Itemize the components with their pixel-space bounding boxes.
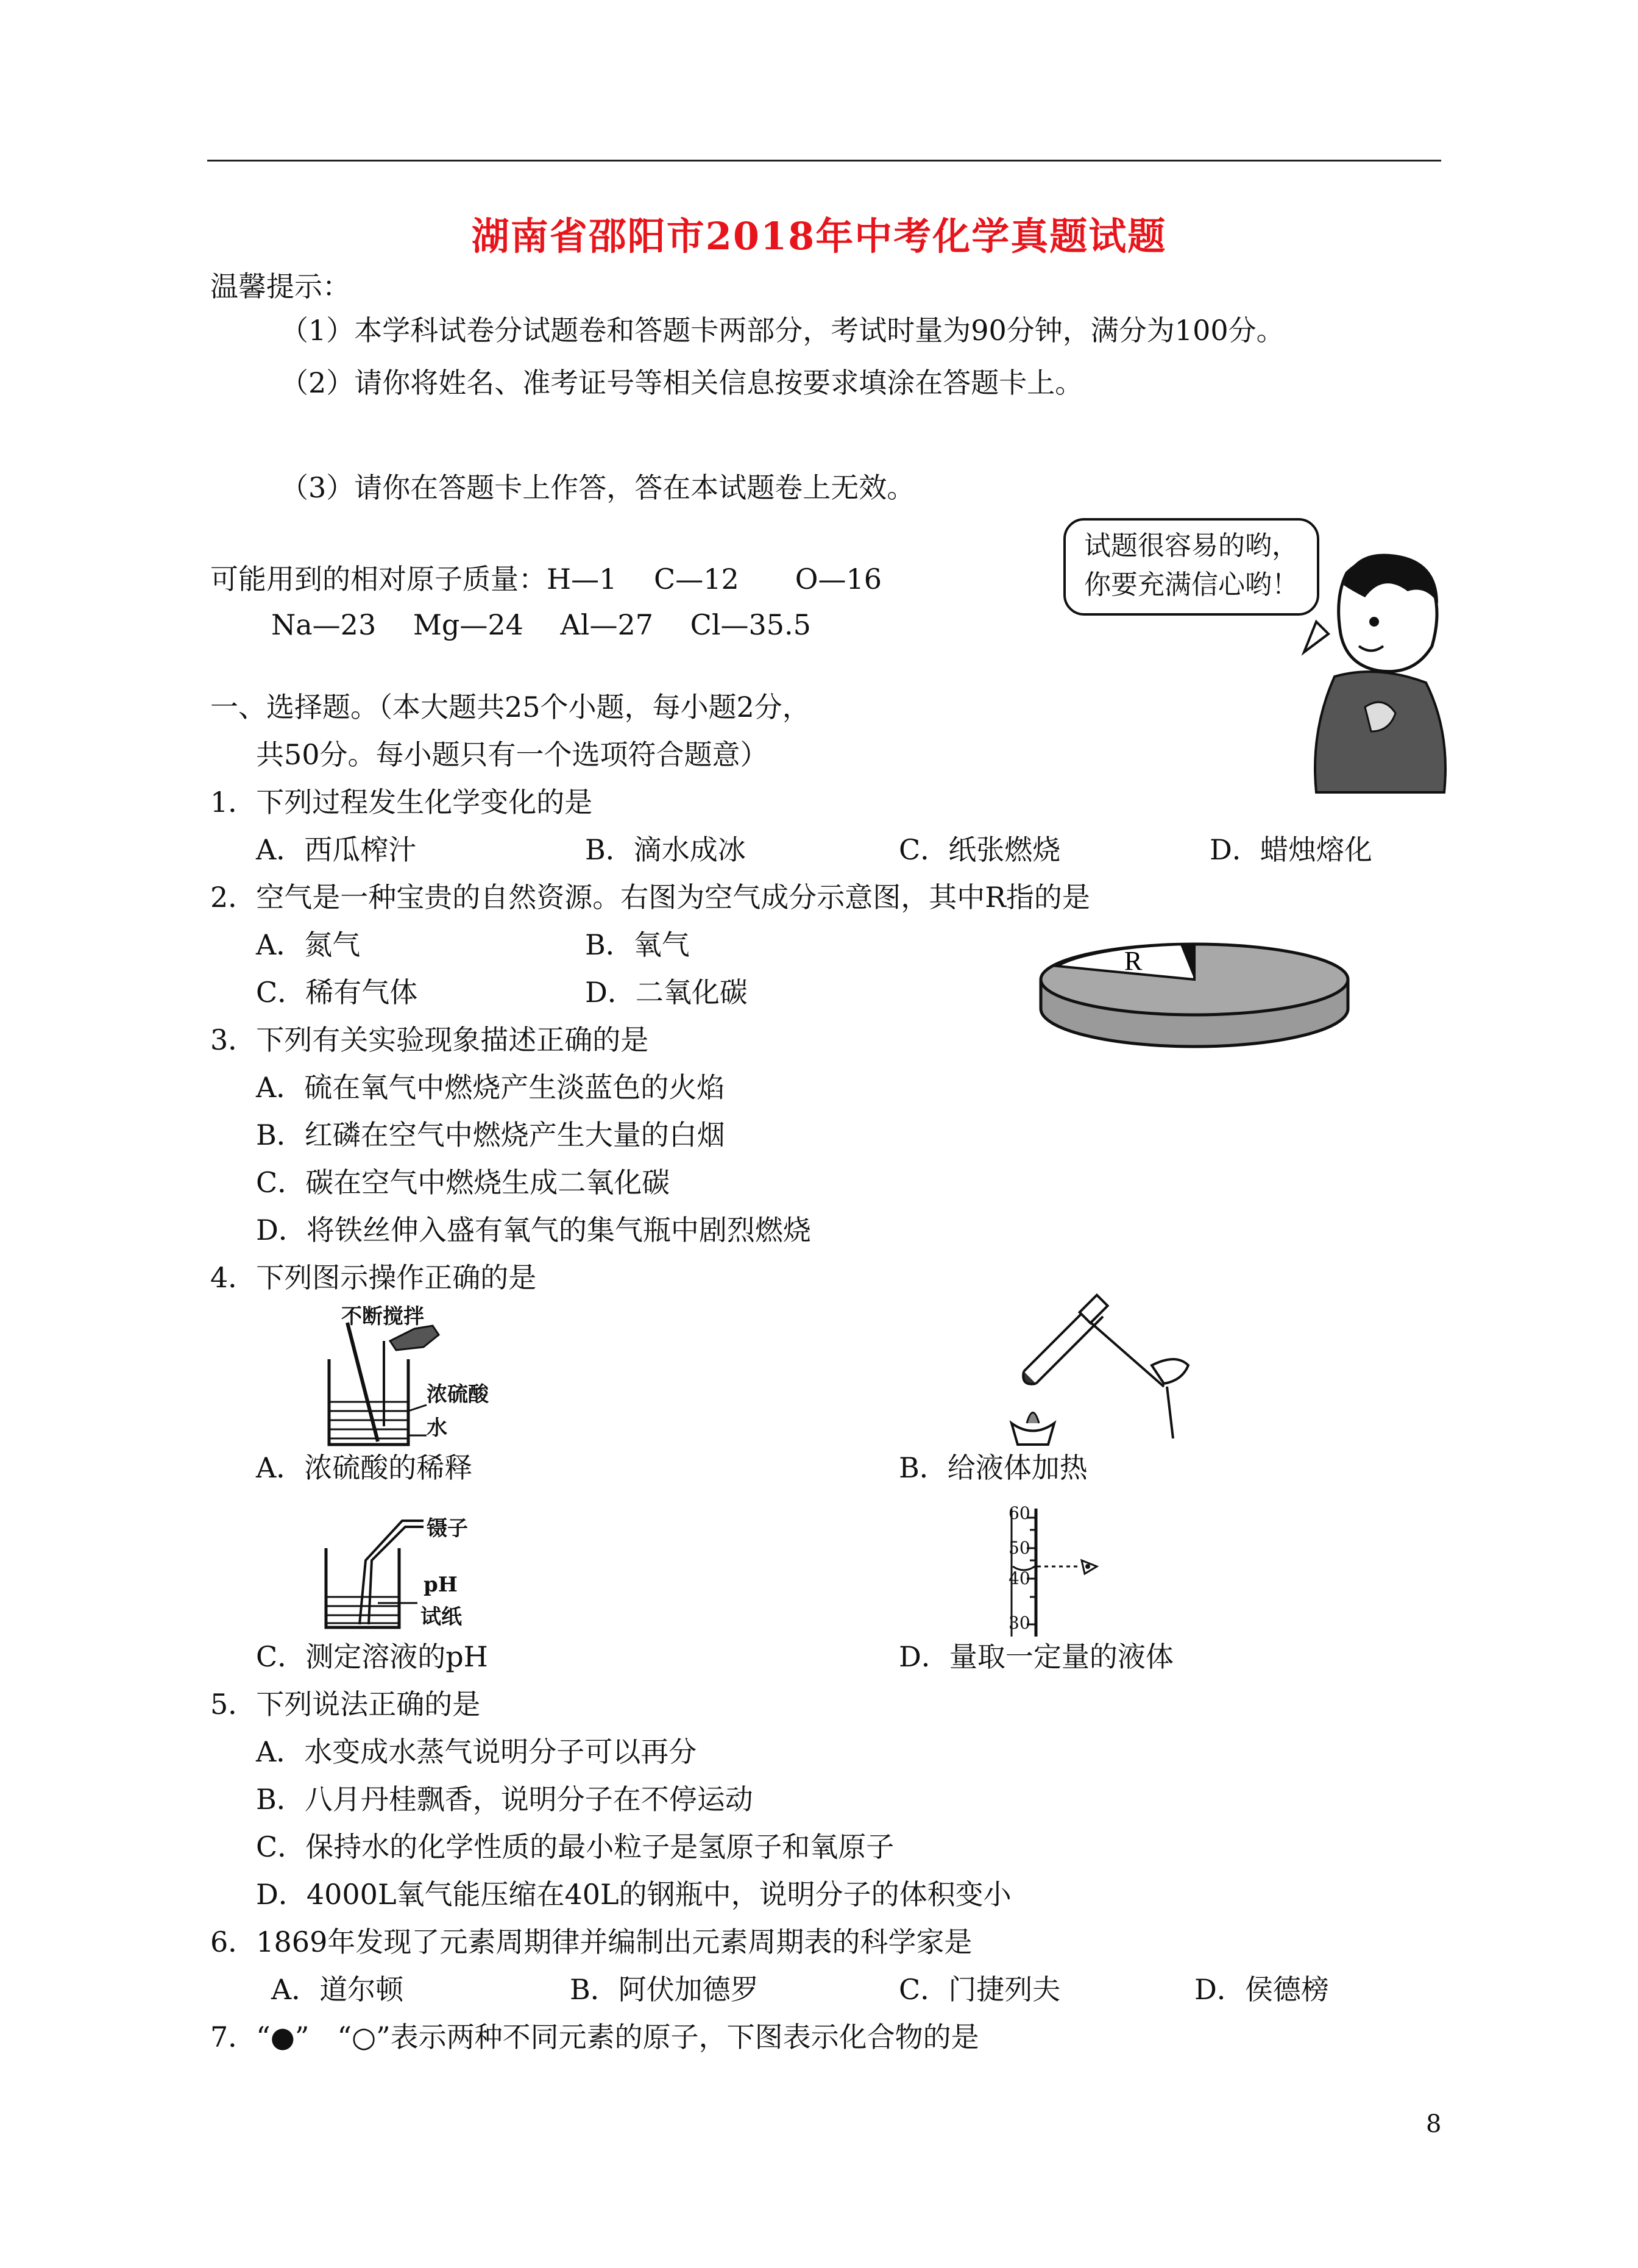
q6-option-d: D．侯德榜 [1194,1973,1329,2006]
q4-option-d: D．量取一定量的液体 [899,1640,1174,1673]
bubble-line-2: 你要充满信心哟！ [1084,569,1299,600]
section-heading-line-2: 共50分。每小题只有一个选项符合题意） [256,738,768,771]
pie-label-r: R [1124,946,1143,976]
q5-option-a: A．水变成水蒸气说明分子可以再分 [256,1735,697,1768]
cylinder-tick-40: 40 [1009,1568,1030,1588]
tip-1: （1）本学科试卷分试题卷和答题卡两部分，考试时量为90分钟，满分为100分。 [280,314,1285,347]
figure-heating-test-tube [999,1280,1194,1451]
q1-option-b: B．滴水成冰 [585,833,746,866]
header-rule [207,160,1441,162]
cartoon-student-illustration [1292,549,1456,792]
page-title: 湖南省邵阳市2018年中考化学真题试题 [471,214,1167,258]
tip-2: （2）请你将姓名、准考证号等相关信息按要求填涂在答题卡上。 [280,366,1083,399]
q3-option-c: C．碳在空气中燃烧生成二氧化碳 [256,1166,670,1199]
atomic-mass-line-2: Na—23 Mg—24 Al—27 Cl—35.5 [271,608,811,641]
q2-option-d: D．二氧化碳 [585,976,748,1009]
q7-stem: 7．“●” “○”表示两种不同元素的原子，下图表示化合物的是 [210,2021,979,2053]
q3-stem: 3．下列有关实验现象描述正确的是 [210,1023,649,1056]
q1-stem: 1．下列过程发生化学变化的是 [210,786,593,819]
q3-option-a: A．硫在氧气中燃烧产生淡蓝色的火焰 [256,1071,725,1104]
bubble-line-1: 试题很容易的哟， [1084,530,1299,561]
page-number: 8 [1426,2110,1442,2138]
q6-option-c: C．门捷列夫 [899,1973,1061,2006]
q5-option-c: C．保持水的化学性质的最小粒子是氢原子和氧原子 [256,1830,895,1863]
air-composition-pie-figure [1039,942,1350,1048]
cylinder-tick-60: 60 [1009,1503,1030,1523]
q2-option-c: C．稀有气体 [256,976,418,1009]
q1-option-c: C．纸张燃烧 [899,833,1061,866]
cylinder-tick-50: 50 [1009,1538,1030,1558]
q5-option-d: D．4000L氧气能压缩在40L的钢瓶中，说明分子的体积变小 [256,1878,1012,1911]
q1-option-d: D．蜡烛熔化 [1210,833,1372,866]
q2-option-b: B．氧气 [585,928,690,961]
q2-stem: 2．空气是一种宝贵的自然资源。右图为空气成分示意图，其中R指的是 [210,881,1090,914]
fig-c-label-tweezers: 镊子 [427,1516,468,1541]
q3-option-b: B．红磷在空气中燃烧产生大量的白烟 [256,1118,725,1151]
q1-option-a: A．西瓜榨汁 [256,833,417,866]
fig-a-label-water: 水 [427,1416,447,1440]
fig-a-label-stir: 不断搅拌 [341,1304,424,1329]
cylinder-tick-30: 30 [1009,1613,1030,1633]
section-heading-line-1: 一、选择题。（本大题共25个小题，每小题2分， [210,691,810,723]
q5-option-b: B．八月丹桂飘香，说明分子在不停运动 [256,1783,753,1816]
fig-c-label-ph: pH [424,1573,458,1597]
tip-3: （3）请你在答题卡上作答，答在本试题卷上无效。 [280,471,915,504]
q3-option-d: D．将铁丝伸入盛有氧气的集气瓶中剧烈燃烧 [256,1214,811,1246]
q5-stem: 5．下列说法正确的是 [210,1688,481,1721]
q6-option-b: B．阿伏加德罗 [570,1973,759,2006]
q6-option-a: A．道尔顿 [271,1973,404,2006]
q4-option-b: B．给液体加热 [899,1451,1088,1484]
q2-option-a: A．氮气 [256,928,361,961]
q4-option-c: C．测定溶液的pH [256,1640,488,1673]
q6-stem: 6．1869年发现了元素周期律并编制出元素周期表的科学家是 [210,1925,973,1958]
atomic-mass-line-1: 可能用到的相对原子质量：H—1 C—12 O—16 [210,563,882,595]
speech-bubble [1063,518,1319,616]
q4-option-a: A．浓硫酸的稀释 [256,1451,473,1484]
q4-stem: 4．下列图示操作正确的是 [210,1261,537,1294]
fig-c-label-paper: 试纸 [420,1605,462,1629]
tips-heading: 温馨提示： [210,270,350,303]
fig-a-label-acid: 浓硫酸 [427,1382,489,1407]
